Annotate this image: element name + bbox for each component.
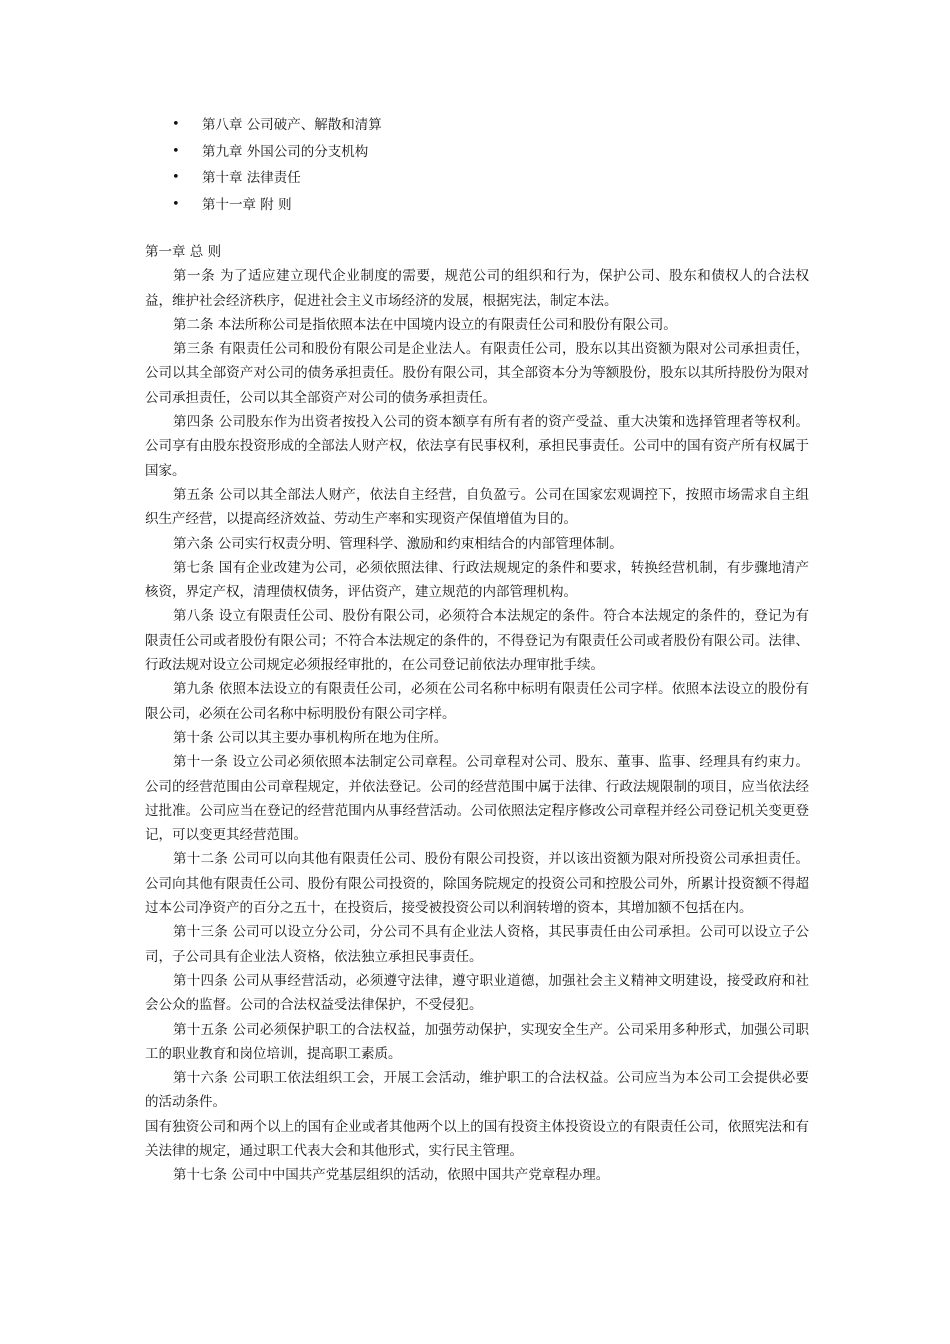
- article-14: 第十四条 公司从事经营活动，必须遵守法律，遵守职业道德，加强社会主义精神文明建设，接受政府和社会公众的监督。公司的合法权益受法律保护，不受侵犯。: [145, 972, 809, 1014]
- article-6: 第六条 公司实行权责分明、管理科学、激励和约束相结合的内部管理体制。: [173, 535, 623, 552]
- article-2: 第二条 本法所称公司是指依照本法在中国境内设立的有限责任公司和股份有限公司。: [173, 316, 677, 333]
- article-16: 第十六条 公司职工依法组织工会，开展工会活动，维护职工的合法权益。公司应当为本公司工会提供必要的活动条件。: [145, 1070, 809, 1111]
- article-15: 第十五条 公司必须保护职工的合法权益，加强劳动保护，实现安全生产。公司采用多种形式，加强公司职工的职业教育和岗位培训，提高职工素质。: [145, 1021, 809, 1062]
- article-5: 第五条 公司以其全部法人财产，依法自主经营，自负盈亏。公司在国家宏观调控下，按照市场需求自主组织生产经营，以提高经济效益、劳动生产率和实现资产保值增值为目的。: [145, 486, 809, 528]
- bullet-icon: •: [172, 143, 180, 159]
- chapter-content: [145, 240, 809, 1188]
- toc-item-label: 第八章 公司破产、解散和清算: [202, 117, 382, 133]
- bullet-icon: •: [172, 117, 180, 132]
- article-12: 第十二条 公司可以向其他有限责任公司、股份有限公司投资，并以该出资额为限对所投资公司承担责任。公司向其他有限责任公司、股份有限公司投资的，除国务院规定的投资公司和控股公司外，所累计投资额不得超过本公司净资产的百分之五十，在投资后，接受被投资公司以利润转增的资本，其增加额不包括在内。: [145, 851, 809, 917]
- article-16-paragraph-2: 国有独资公司和两个以上的国有企业或者其他两个以上的国有投资主体投资设立的有限责任公司，依照宪法和有关法律的规定，通过职工代表大会和其他形式，实行民主管理。: [145, 1118, 809, 1159]
- article-8: 第八条 设立有限责任公司、股份有限公司，必须符合本法规定的条件。符合本法规定的条件的，登记为有限责任公司或者股份有限公司；不符合本法规定的条件的，不得登记为有限责任公司或者股份有限公司。法律、行政法规对设立公司规定必须报经审批的，在公司登记前依法办理审批手续。: [145, 608, 809, 674]
- article-4: 第四条 公司股东作为出资者按投入公司的资本额享有所有者的资产受益、重大决策和选择管理者等权利。公司享有由股东投资形成的全部法人财产权，依法享有民事权利，承担民事责任。公司中的国有资产所有权属于国家。: [145, 414, 809, 479]
- bullet-icon: •: [172, 170, 180, 185]
- article-13: 第十三条 公司可以设立分公司，分公司不具有企业法人资格，其民事责任由公司承担。公司可以设立子公司，子公司具有企业法人资格，依法独立承担民事责任。: [145, 924, 809, 965]
- article-3: 第三条 有限责任公司和股份有限公司是企业法人。有限责任公司，股东以其出资额为限对公司承担责任，公司以其全部资产对公司的债务承担责任。股份有限公司，其全部资本分为等额股份，股东以其所持股份为限对公司承担责任，公司以其全部资产对公司的债务承担责任。: [145, 341, 809, 406]
- article-10: 第十条 公司以其主要办事机构所在地为住所。: [173, 729, 448, 746]
- toc-item-label: 第十章 法律责任: [202, 170, 301, 186]
- bullet-icon: •: [172, 196, 180, 212]
- article-17: 第十七条 公司中中国共产党基层组织的活动，依照中国共产党章程办理。: [173, 1167, 610, 1184]
- article-1: 第一条 为了适应建立现代企业制度的需要，规范公司的组织和行为，保护公司、股东和债权人的合法权益，维护社会经济秩序，促进社会主义市场经济的发展，根据宪法，制定本法。: [145, 268, 809, 309]
- article-9: 第九条 依照本法设立的有限责任公司，必须在公司名称中标明有限责任公司字样。依照本法设立的股份有限公司，必须在公司名称中标明股份有限公司字样。: [145, 681, 809, 722]
- chapter-title: 第一章 总 则: [145, 244, 222, 260]
- article-7: 第七条 国有企业改建为公司，必须依照法律、行政法规规定的条件和要求，转换经营机制，有步骤地清产核资，界定产权，清理债权债务，评估资产，建立规范的内部管理机构。: [145, 559, 809, 601]
- toc-item-label: 第十一章 附 则: [202, 196, 292, 213]
- toc-item-label: 第九章 外国公司的分支机构: [202, 143, 369, 160]
- article-11: 第十一条 设立公司必须依照本法制定公司章程。公司章程对公司、股东、董事、监事、经理具有约束力。公司的经营范围由公司章程规定，并依法登记。公司的经营范围中属于法律、行政法规限制的项目，应当依法经过批准。公司应当在登记的经营范围内从事经营活动。公司依照法定程序修改公司章程并经公司登记机关变更登记，可以变更其经营范围。: [145, 754, 809, 844]
